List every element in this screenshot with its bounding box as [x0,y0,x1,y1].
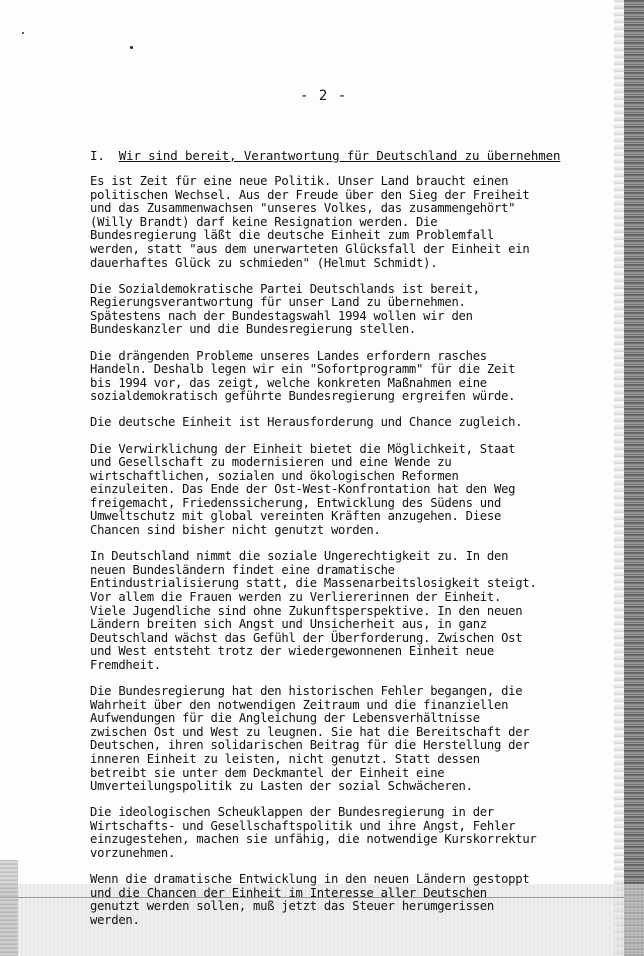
paragraph: Die Sozialdemokratische Partei Deutschlands ist bereit, Regierungsverantwortung für unser Land zu übernehmen. Spätestens nach der Bundestagswahl 1994 wollen wir den Bundeskanzler und die Bundesregierung stellen. [90,281,480,337]
paragraph: Wenn die dramatische Entwicklung in den neuen Ländern gestoppt und die Chancen der Einheit im Interesse aller Deutschen genutzt werden sollen, muß jetzt das Steuer herumgerissen werden. [90,872,530,927]
page-number: - 2 - [300,88,348,104]
scan-speck [130,46,133,49]
scan-speck [22,32,24,34]
paragraph: Es ist Zeit für eine neue Politik. Unser Land braucht einen politischen Wechsel. Aus der Freude über den Sieg der Freiheit und das Zusammenwachsen "unseres Volkes, das zusammengehört" (Willy Brandt) darf keine Resignation werden. Die Bundesregierung läßt die deutsche Einheit zum Problemfall werden, statt "aus dem unerwarteten Glücksfall der Einheit ein dauerhaftes Glück zu schmieden" (Helmut Schmidt). [90,174,530,270]
section-title: Wir sind bereit, Verantwortung für Deutschland zu übernehmen [118,148,561,163]
paragraph: Die ideologischen Scheuklappen der Bundesregierung in der Wirtschafts- und Gesellschaftspolitik und ihre Angst, Fehler einzugestehen, machen sie unfähig, die notwendige Kurskorrektur vorzunehmen. [90,805,537,861]
section-number: I. [90,148,105,163]
paragraph: In Deutschland nimmt die soziale Ungerechtigkeit zu. In den neuen Bundesländern findet eine dramatische Entindustrialisierung statt, die Massenarbeitslosigkeit steigt. Vor allem die Frauen werden zu Verliererinnen der Einheit. Viele Jugendliche sind ohne Zukunftsperspektive. In den neuen Ländern breiten sich Angst und Unsicherheit aus, in ganz Deutschland wächst das Gefühl der Überforderung. Zwischen Ost und West entsteht trotz der wiedergewonnenen Einheit neue Fremdheit. [90,549,537,672]
paragraph: Die Bundesregierung hat den historischen Fehler begangen, die Wahrheit über den notwendigen Zeitraum und die finanziellen Aufwendungen für die Angleichung der Lebensverhältnisse zwischen Ost und West zu leugnen. Sie hat die Bereitschaft der Deutschen, ihren solidarischen Beitrag für die Herstellung der inneren Einheit zu leisten, nicht genutzt. Statt dessen betreibt sie unter dem Deckmantel der Einheit eine Umverteilungspolitik zu Lasten der sozial Schwächeren. [90,684,530,794]
paragraph: Die drängenden Probleme unseres Landes erfordern rasches Handeln. Deshalb legen wir ein "Sofortprogramm" für die Zeit bis 1994 vor, das zeigt, welche konkreten Maßnahmen eine sozialdemokratisch geführte Bundesregierung ergreifen würde. [90,348,516,404]
section-heading [90,148,560,163]
scan-edge-right-noise [614,0,624,956]
body-text [90,175,560,940]
paragraph: Die deutsche Einheit ist Herausforderung und Chance zugleich. [90,415,523,430]
scan-edge-left [0,860,18,956]
paragraph: Die Verwirklichung der Einheit bietet die Möglichkeit, Staat und Gesellschaft zu modernisieren und eine Wende zu wirtschaftlichen, sozialen und ökologischen Reformen einzuleiten. Das Ende der Ost-West-Konfrontation hat den Weg freigemacht, Friedenssicherung, Entwicklung des Südens und Umweltschutz mit global vereinten Kräften anzugehen. Diese Chancen sind bisher nicht genutzt worden. [90,441,516,538]
scan-edge-right [624,0,644,956]
